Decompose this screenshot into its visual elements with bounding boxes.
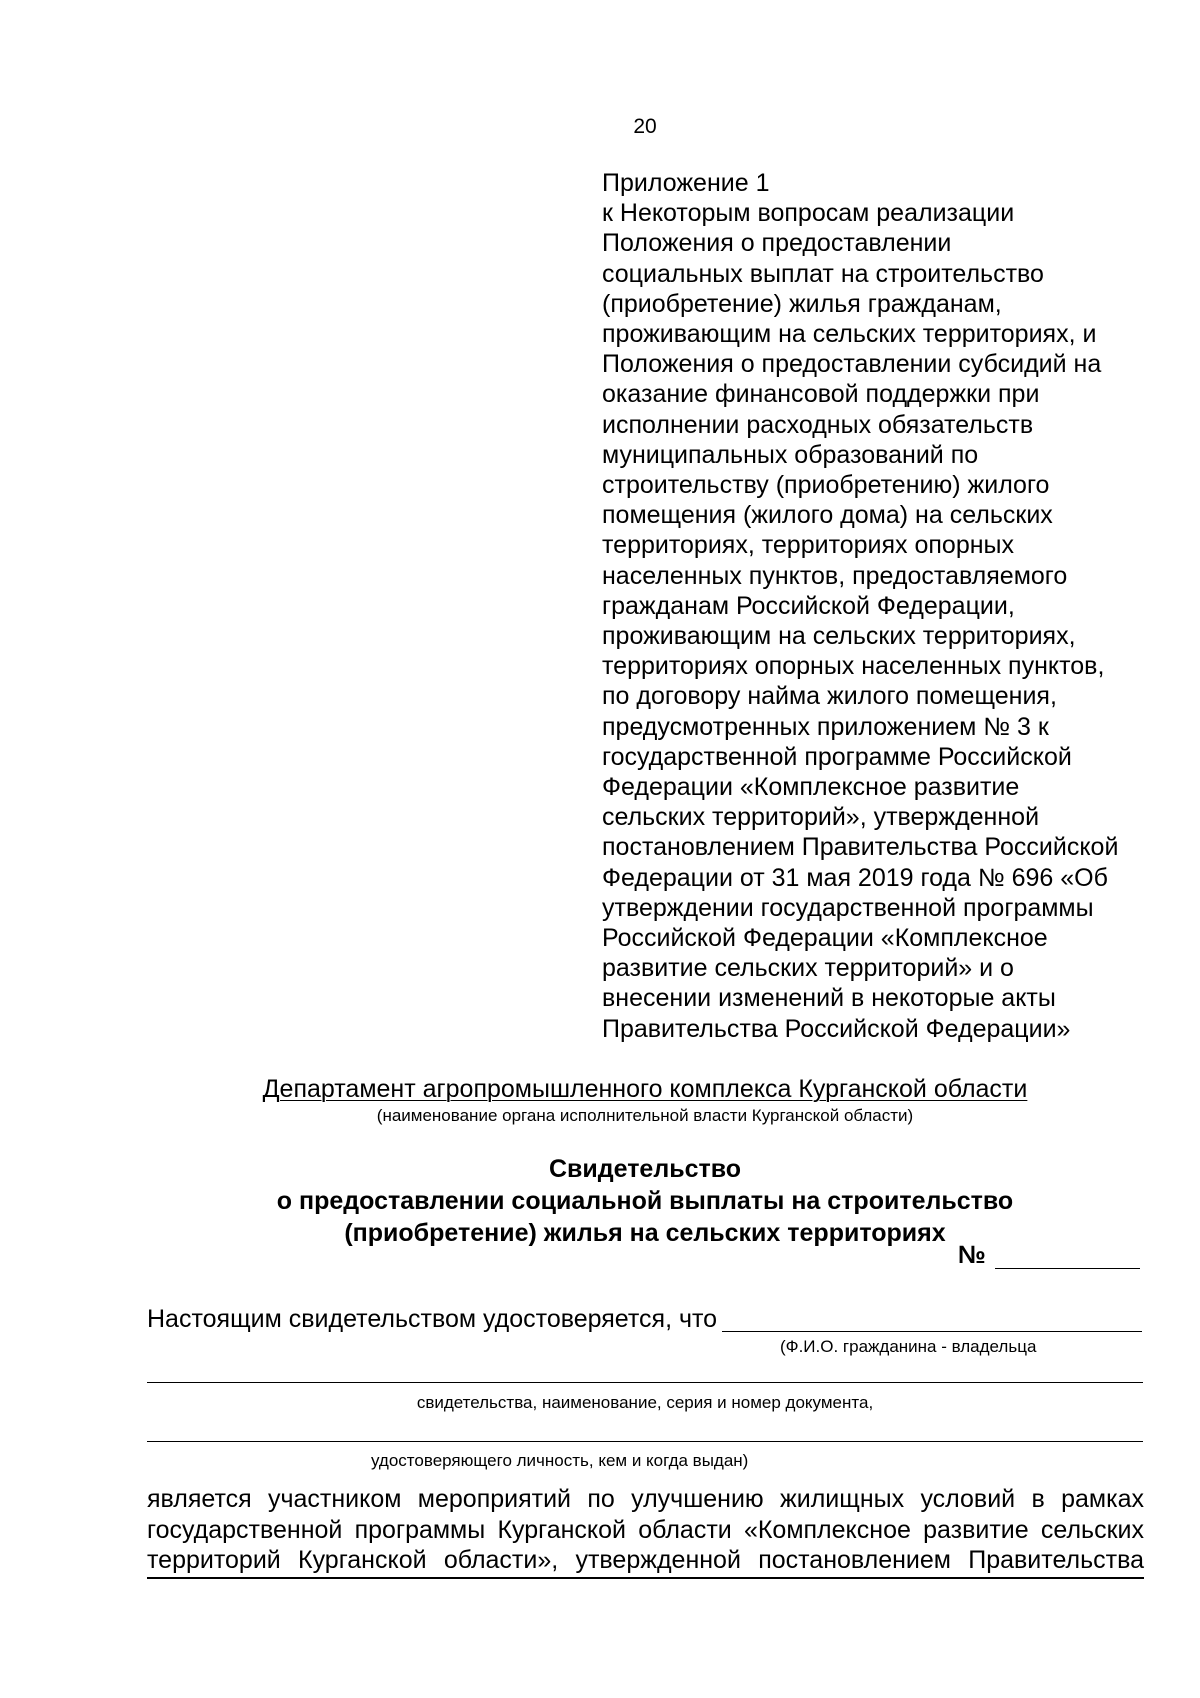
appendix-line: сельских территорий», утвержденной — [602, 803, 1040, 832]
appendix-line: государственной программе Российской — [602, 742, 1072, 771]
intro-statement: Настоящим свидетельством удостоверяется, что — [147, 1305, 718, 1333]
appendix-line: внесении изменений в некоторые акты — [602, 984, 1056, 1013]
page-number: 20 — [633, 115, 657, 138]
certificate-title-line: Свидетельство — [548, 1155, 742, 1183]
department-name: Департамент агропромышленного комплекса Курганской области — [262, 1075, 1028, 1103]
appendix-line: территориях опорных населенных пунктов, — [602, 652, 1105, 681]
appendix-line: проживающим на сельских территориях, и — [602, 320, 1097, 349]
appendix-header — [602, 168, 1162, 1044]
body-line: территорий Курганской области», утвержденной постановлением Правительства — [147, 1545, 1144, 1579]
citizen-name-caption: (Ф.И.О. гражданина - владельца — [780, 1337, 1037, 1356]
appendix-line: оказание финансовой поддержки при — [602, 380, 1040, 409]
department-heading — [0, 1075, 1200, 1104]
certificate-title-line: (приобретение) жилья на сельских территориях — [344, 1219, 946, 1247]
document-details-caption: свидетельства, наименование, серия и номер документа, — [416, 1393, 874, 1412]
appendix-line: Положения о предоставлении субсидий на — [602, 350, 1102, 379]
appendix-line: исполнении расходных обязательств — [602, 410, 1034, 439]
appendix-line: постановлением Правительства Российской — [602, 833, 1119, 862]
body-line: государственной программы Курганской области «Комплексное развитие сельских — [147, 1515, 1144, 1544]
appendix-line: Российской Федерации «Комплексное — [602, 924, 1048, 953]
issuer-details-caption: удостоверяющего личность, кем и когда выдан) — [371, 1451, 749, 1470]
appendix-line: Положения о предоставлении — [602, 229, 952, 258]
appendix-line: Приложение 1 — [602, 169, 770, 197]
department-caption: (наименование органа исполнительной власти Курганской области) — [376, 1106, 914, 1125]
certificate-title-line: о предоставлении социальной выплаты на строительство — [276, 1187, 1014, 1215]
appendix-line: проживающим на сельских территориях, — [602, 622, 1076, 651]
body-line: является участником мероприятий по улучшению жилищных условий в рамках — [147, 1485, 1144, 1513]
appendix-line: социальных выплат на строительство — [602, 259, 1044, 288]
appendix-line: гражданам Российской Федерации, — [602, 591, 1015, 620]
appendix-line: территориях, территориях опорных — [602, 531, 1015, 560]
appendix-line: развитие сельских территорий» и о — [602, 954, 1014, 983]
appendix-line: муниципальных образований по — [602, 440, 979, 469]
appendix-line: Правительства Российской Федерации» — [602, 1014, 1071, 1043]
certificate-number-blank[interactable] — [995, 1268, 1140, 1269]
appendix-line: Федерации от 31 мая 2019 года № 696 «Об — [602, 863, 1108, 892]
appendix-line: населенных пунктов, предоставляемого — [602, 561, 1068, 590]
body-paragraph — [147, 1484, 1144, 1579]
issuer-details-blank[interactable] — [147, 1441, 1143, 1442]
appendix-line: (приобретение) жилья гражданам, — [602, 289, 1002, 318]
citizen-name-blank[interactable] — [722, 1331, 1142, 1332]
appendix-line: помещения (жилого дома) на сельских — [602, 501, 1053, 530]
appendix-line: Федерации «Комплексное развитие — [602, 773, 1020, 802]
appendix-line: строительству (приобретению) жилого — [602, 471, 1050, 500]
appendix-line: по договору найма жилого помещения, — [602, 682, 1057, 711]
certificate-number-label: № — [958, 1241, 986, 1269]
appendix-line: предусмотренных приложением № 3 к — [602, 712, 1049, 741]
appendix-line: к Некоторым вопросам реализации — [602, 199, 1015, 228]
certificate-title — [0, 1153, 1200, 1249]
appendix-line: утверждении государственной программы — [602, 893, 1094, 922]
document-details-blank[interactable] — [147, 1382, 1143, 1383]
